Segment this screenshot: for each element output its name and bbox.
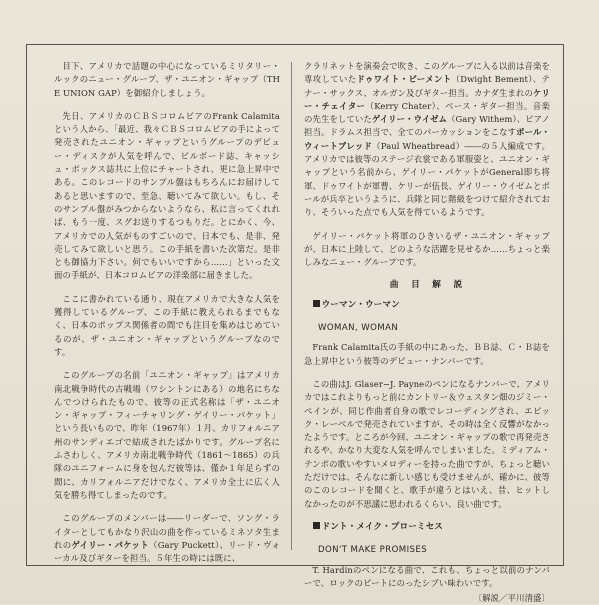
intro-paragraph: 目下、アメリカで話題の中心になっているミリタリー・ルックのニュー・グループ、ザ・ユニオン・ギャップ（THE UNION GAP）を御紹介しましょう。 <box>54 61 280 98</box>
member-name-dwight-bement: ドゥワイト・ビーメント <box>356 74 452 85</box>
members-continued-paragraph <box>304 60 550 220</box>
members-cont-c: （Kerry Chater）、ベース・ギター担当。音楽の先生をしていた <box>304 100 550 125</box>
song2-paragraph-1: T. Hardinのペンになる曲で、これも、ちょっと以前のナンバーで、ロックのビートにのったシブい味わいです。 <box>304 564 550 588</box>
author-credit: 〔解説／平川清盛〕 <box>473 593 550 604</box>
name-origin-paragraph: このグループの名前「ユニオン・ギャップ」はアメリカ南北戦争時代の古戦場（ワシントンにある）の地名にちなんでつけられたもので、彼等の正式名称は「ザ・ユニオン・ギャップ・フィーチャリング・ゲイリー・パケット」という長いもので、昨年（1967年）１月、カリフォルニア州のサンディエゴで結成されたばかりです。グループ名にふさわしく、アメリカ南北戦争時代（1861〜1865）の兵隊のユニフォームに身を包んだ彼等は、僅か１年足らずの間に、カリフォルニアだけでなく、アメリカ全土に広く人気を勝ち得てしまったのです。 <box>54 370 280 500</box>
song1-title-jp <box>304 299 550 312</box>
members-paragraph <box>54 512 280 565</box>
song1-paragraph-2: この曲はJ. Glaser−J. Payneのペンになるナンバーで、アメリカではこれよりもっと前にカントリー＆ウェスタン畑のジミー・ペインが、同じ作曲者自身の歌でレコーディングされ、エピック・レーベルで発売されていますが、その時は全く反響がなかったようです。ところが今回、ユニオン・ギャップの歌で再発売されるや、かなり大変な人気を呼んでしまいました。ミディアム・テンポの歌いやすいメロディーを持った曲ですが、ちょっと聴いただけでは、そんなに新しい感じも受けませんが、確かに、彼等のこのレコードを聞くと、歌手が違うとはいえ、昔、ヒットしなかったのが不思議に思われるくらい、良い曲です。 <box>304 378 550 509</box>
members-cont-b: （Dwight Bement）、テナー・サックス、オルガン及びギター担当。カナダ生まれの <box>304 74 550 98</box>
square-bullet-icon <box>313 522 320 529</box>
member-name-gary-puckett: ゲイリー・パケット <box>71 539 149 550</box>
song2-title-jp <box>304 521 550 534</box>
song1-paragraph-1: Frank Calamita氏の手紙の中にあった、ＢＢ誌、Ｃ・Ｂ誌を急上昇中という彼等のデビュー・ナンバーです。 <box>304 342 550 366</box>
member-name-kerry-chater: ケリー・チェイター <box>304 87 550 111</box>
member-name-gary-withem: ゲイリー・ウイゼム <box>371 114 448 125</box>
song2-title-jp-text: ドント・メイク・プローミセス <box>321 521 443 532</box>
closing-paragraph: ゲイリー・パケット将軍のひきいるザ・ユニオン・ギャップが、日本に上陸して、どのような活躍を見せるか……ちょっと楽しみなニュー・グループです。 <box>304 230 550 268</box>
song1-title-en: WOMAN, WOMAN <box>318 323 399 334</box>
square-bullet-icon <box>313 300 320 307</box>
popularity-paragraph: ここに書かれている通り、現在アメリカで大きな人気を獲得しているグループ、この手紙に教えられるまでもなく、日本のポップス関係者の間でも注目を集めはじめているのが、ザ・ユニオン・ギャップというグループなのです。 <box>54 293 280 357</box>
members-cont-e: （Paul Wheatbread）――の５人編成です。アメリカでは彼等のステージ衣裳である軍服姿と、ユニオン・ギャップという名前から、ゲイリー・パケットがGeneral即ち将軍、ドゥワイトが軍曹、ケリーが伍長、ゲイリー・ウイゼムとポールが兵卒というように、兵隊と同じ階級をつけて紹介されており、そういった点でも人気を得ているようです。 <box>304 140 550 218</box>
members-cont-a: クラリネットを演奏会で吹き、このグループに入る以前は音楽を専攻していた <box>304 61 550 85</box>
letter-paragraph: 先日、アメリカのＣＢＳコロムビアのFrank Calamitaという人から、「最近、我々ＣＢＳコロムビアの手によって発売されたユニオン・ギャップというグループのデビュー・ディスクが人気を呼んで、ビルボード誌、キャッシュ・ボックス誌共に上位にチャートされ、更に急上昇中である。このレコードのサンプル盤はもちろんにお届けしてあると思いますので、至急、聴いてみて欲しい。もし、そのサンプル盤がみつからないようなら、私に言ってくれれば、もう一度、スグお送りするつもりだ。とにかく、今、アメリカでの人気がものすごいので、日本でも、是非、発売してみて欲しいと思う。この手紙を書いた次第だ。是非とも御協力下さい。何でもいいですから……」といった文面の手紙が、日本コロムビアの洋楽部に届きました。 <box>54 110 280 281</box>
song1-title-jp-text: ウーマン・ウーマン <box>321 299 400 310</box>
right-column <box>304 60 550 605</box>
section-heading: 曲 目 解 説 <box>389 280 465 291</box>
member-name-paul-wheatbread: ポール・ウィートブレッド <box>304 127 551 151</box>
left-column <box>54 60 280 575</box>
members-text-a: このグループのメンバーは――リーダーで、ソング・ライターとしてもかなり沢山の曲を作っているミネソタ生まれの <box>54 513 280 550</box>
members-text-b: （Gary Puckett）、リード・ヴォーカル及びギターを担当。５年生の時には既に、 <box>54 539 280 564</box>
members-cont-d: （Gary Withem）、ピアノ担当。ドラムス担当で、全てのパーカッションをこなす <box>304 114 550 138</box>
column-divider <box>291 62 292 550</box>
song2-title-en: DON'T MAKE PROMISES <box>318 545 428 556</box>
